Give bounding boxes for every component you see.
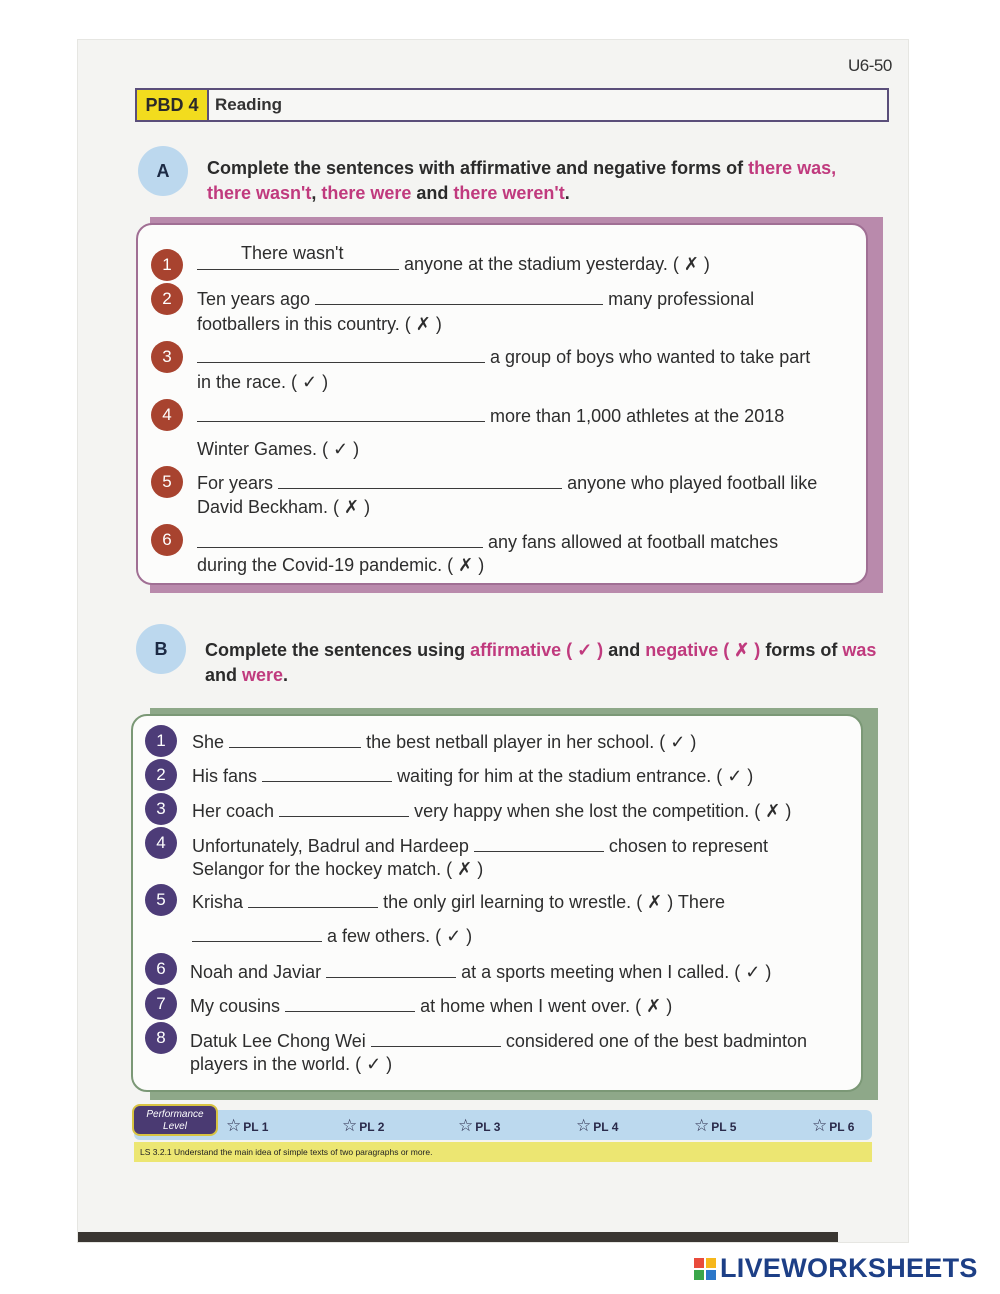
section-header-bar xyxy=(135,88,889,122)
sentence-a3-cont: in the race. ( ✓ ) xyxy=(197,372,329,392)
blank-a3[interactable] xyxy=(197,346,485,363)
sentence-a6-cont: during the Covid-19 pandemic. ( ✗ ) xyxy=(197,555,485,575)
item-number: 6 xyxy=(145,953,177,985)
blank-a6[interactable] xyxy=(197,531,483,548)
sentence-a4: more than 1,000 athletes at the 2018 xyxy=(197,404,784,428)
blank-b3[interactable] xyxy=(279,800,409,817)
performance-level-tag: Performance Level xyxy=(132,1104,218,1136)
blank-b8[interactable] xyxy=(371,1030,501,1047)
section-a-instruction: Complete the sentences with affirmative and negative forms of there was, there wasn't, there were and there weren't. xyxy=(207,158,837,203)
sentence-b2: His fans waiting for him at the stadium entrance. ( ✓ ) xyxy=(192,766,754,786)
item-number: 3 xyxy=(151,341,183,373)
blank-b5a[interactable] xyxy=(248,891,378,908)
sentence-b1: She the best netball player in her school. ( ✓ ) xyxy=(192,732,697,752)
section-b-letter: B xyxy=(136,624,186,674)
item-number: 1 xyxy=(145,725,177,757)
pl-5[interactable]: ☆ PL 5 xyxy=(694,1116,737,1135)
answer-a1[interactable]: There wasn't xyxy=(241,243,344,263)
page-edge-shadow xyxy=(78,1232,838,1242)
learning-standard: LS 3.2.1 Understand the main idea of simple texts of two paragraphs or more. xyxy=(134,1142,872,1162)
item-number: 6 xyxy=(151,524,183,556)
sentence-b6: Noah and Javiar at a sports meeting when I called. ( ✓ ) xyxy=(190,962,772,982)
sentence-a6: any fans allowed at football matches xyxy=(197,530,778,554)
sentence-a4-cont: Winter Games. ( ✓ ) xyxy=(197,439,360,459)
liveworksheets-logo-icon xyxy=(694,1258,716,1280)
blank-b7[interactable] xyxy=(285,995,415,1012)
blank-b2[interactable] xyxy=(262,765,392,782)
blank-b4[interactable] xyxy=(474,835,604,852)
star-icon: ☆ xyxy=(694,1116,710,1135)
blank-b5b[interactable] xyxy=(192,925,322,942)
sentence-b8: Datuk Lee Chong Wei considered one of the best badminton xyxy=(190,1031,808,1051)
pl-4[interactable]: ☆ PL 4 xyxy=(576,1116,619,1135)
pl-2[interactable]: ☆ PL 2 xyxy=(342,1116,385,1135)
pbd-badge: PBD 4 xyxy=(137,90,209,120)
item-number: 1 xyxy=(151,249,183,281)
item-number: 2 xyxy=(151,283,183,315)
sentence-b5-cont: a few others. ( ✓ ) xyxy=(192,924,472,948)
star-icon: ☆ xyxy=(576,1116,592,1135)
item-number: 4 xyxy=(145,827,177,859)
blank-a4[interactable] xyxy=(197,405,485,422)
pl-3[interactable]: ☆ PL 3 xyxy=(458,1116,501,1135)
item-number: 8 xyxy=(145,1022,177,1054)
liveworksheets-logo[interactable]: LIVEWORKSHEETS xyxy=(720,1253,978,1283)
sentence-a5: For years anyone who played football like xyxy=(197,473,818,493)
sentence-b3: Her coach very happy when she lost the competition. ( ✗ ) xyxy=(192,801,792,821)
section-a-letter: A xyxy=(138,146,188,196)
blank-a2[interactable] xyxy=(315,288,603,305)
sentence-a1: anyone at the stadium yesterday. ( ✗ ) xyxy=(197,252,710,276)
sentence-a3: a group of boys who wanted to take part xyxy=(197,345,810,369)
sentence-b5: Krisha the only girl learning to wrestle. ( ✗ ) There xyxy=(192,892,725,912)
star-icon: ☆ xyxy=(458,1116,474,1135)
item-number: 4 xyxy=(151,399,183,431)
blank-a1[interactable] xyxy=(197,253,399,270)
pl-6[interactable]: ☆ PL 6 xyxy=(812,1116,855,1135)
star-icon: ☆ xyxy=(342,1116,358,1135)
header-title: Reading xyxy=(215,95,283,114)
sentence-b4-cont: Selangor for the hockey match. ( ✗ ) xyxy=(192,859,484,879)
item-number: 5 xyxy=(145,884,177,916)
sentence-b8-cont: players in the world. ( ✓ ) xyxy=(190,1054,393,1074)
blank-b1[interactable] xyxy=(229,731,361,748)
sentence-b7: My cousins at home when I went over. ( ✗ ) xyxy=(190,996,673,1016)
star-icon: ☆ xyxy=(226,1116,242,1135)
pl-1[interactable]: ☆ PL 1 xyxy=(226,1116,269,1135)
star-icon: ☆ xyxy=(812,1116,828,1135)
sentence-a2: Ten years ago many professional xyxy=(197,289,755,309)
item-number: 7 xyxy=(145,988,177,1020)
item-number: 5 xyxy=(151,466,183,498)
item-number: 3 xyxy=(145,793,177,825)
item-number: 2 xyxy=(145,759,177,791)
section-b-instruction: Complete the sentences using affirmative ( ✓ ) and negative ( ✗ ) forms of was and were. xyxy=(205,640,877,685)
sentence-a5-cont: David Beckham. ( ✗ ) xyxy=(197,497,371,517)
sentence-b4: Unfortunately, Badrul and Hardeep chosen to represent xyxy=(192,836,768,856)
sentence-a2-cont: footballers in this country. ( ✗ ) xyxy=(197,314,442,334)
blank-b6[interactable] xyxy=(326,961,456,978)
blank-a5[interactable] xyxy=(278,472,562,489)
page-code: U6-50 xyxy=(848,56,892,75)
